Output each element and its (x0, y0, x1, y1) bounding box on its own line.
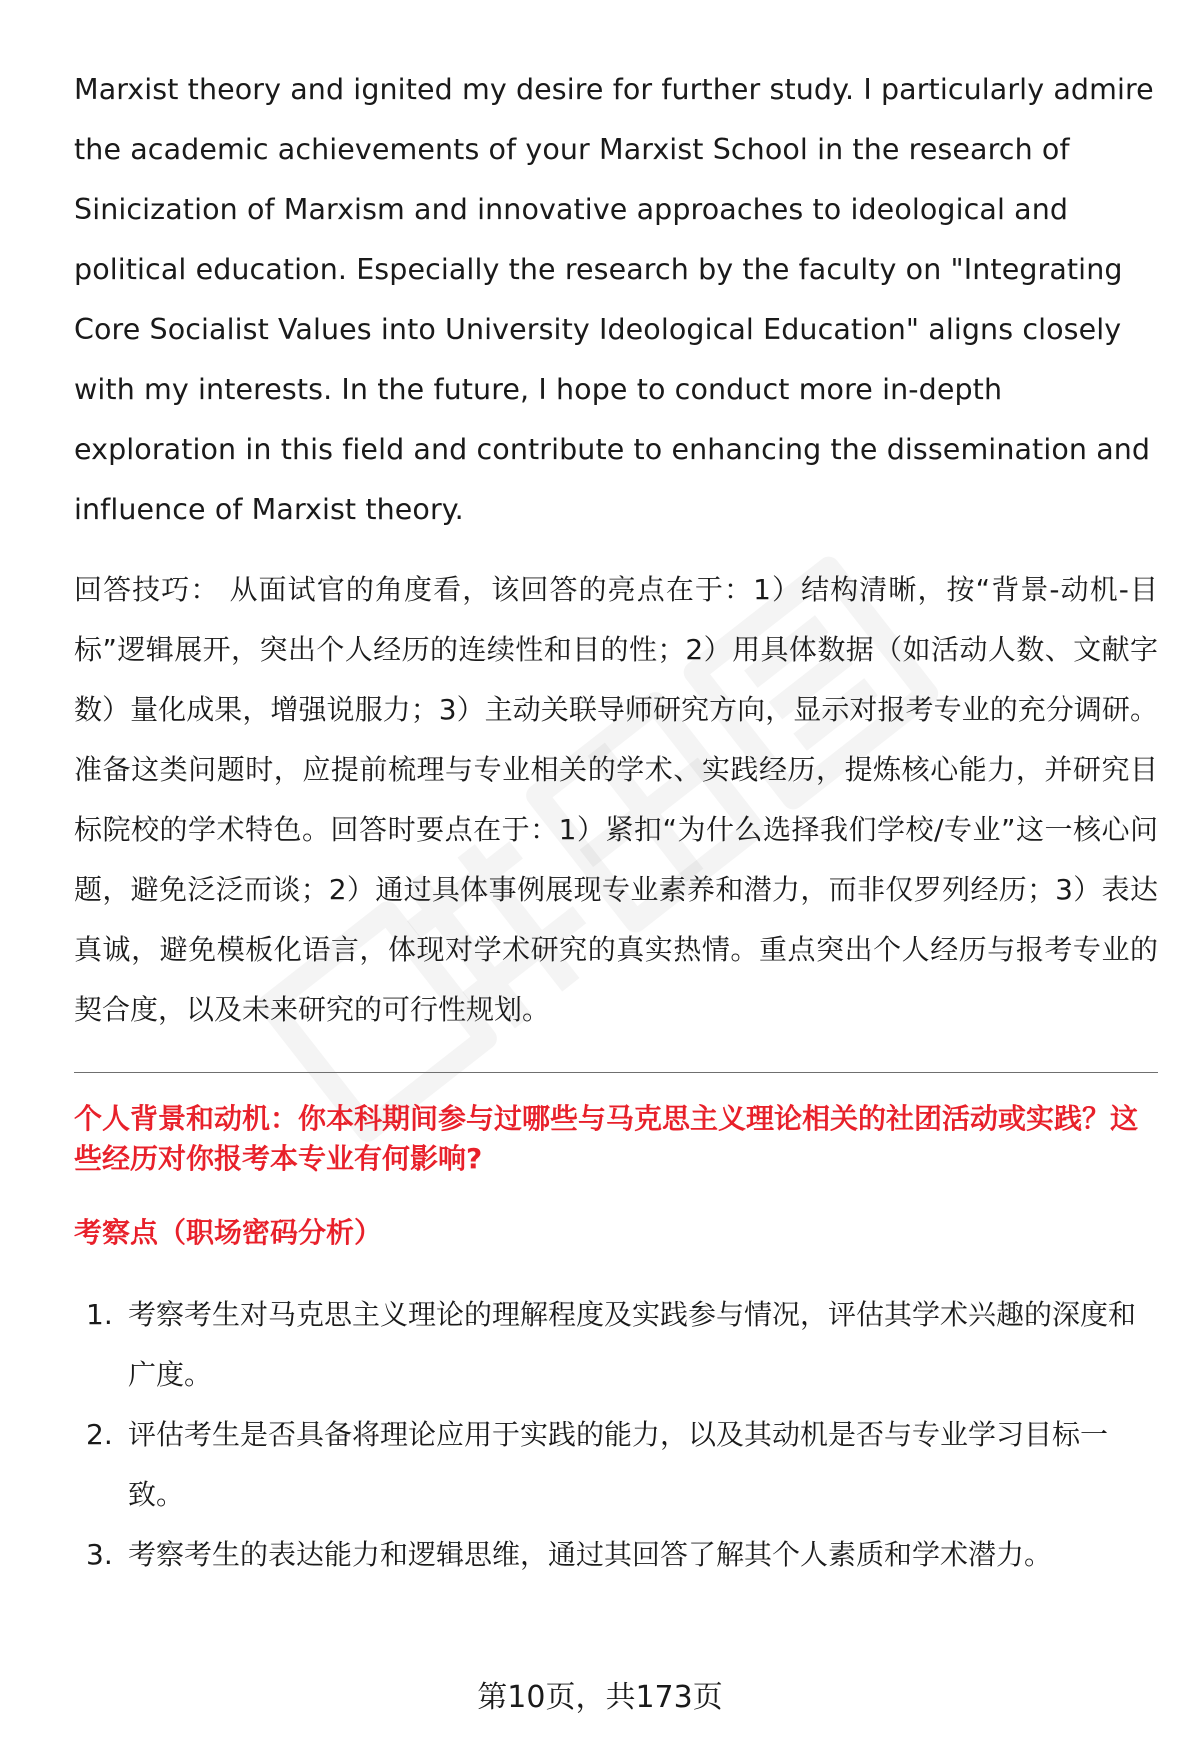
analysis-heading: 考察点（职场密码分析） (74, 1216, 383, 1249)
list-item-text: 评估考生是否具备将理论应用于实践的能力，以及其动机是否与专业学习目标一致。 (128, 1418, 1109, 1511)
list-item-number: 1. (86, 1298, 113, 1331)
interview-question: 个人背景和动机：你本科期间参与过哪些与马克思主义理论相关的社团活动或实践？这些经历对你报考本专业有何影响? (74, 1102, 1139, 1175)
list-item (74, 1405, 1158, 1525)
list-item (74, 1525, 1158, 1585)
list-item-number: 3. (86, 1538, 113, 1571)
list-item (74, 1285, 1158, 1405)
list-item-text: 考察考生对马克思主义理论的理解程度及实践参与情况，评估其学术兴趣的深度和广度。 (128, 1298, 1137, 1391)
answer-tips-text: 从面试官的角度看，该回答的亮点在于：1）结构清晰，按“背景-动机-目标”逻辑展开，突出个人经历的连续性和目的性；2）用具体数据（如活动人数、文献字数）量化成果，增强说服力；3）主动关联导师研究方向，显示对报考专业的充分调研。准备这类问题时，应提前梳理与专业相关的学术、实践经历，提炼核心能力，并研究目标院校的学术特色。回答时要点在于：1）紧扣“为什么选择我们学校/专业”这一核心问题，避免泛泛而谈；2）通过具体事例展现专业素养和潜力，而非仅罗列经历；3）表达真诚，避免模板化语言，体现对学术研究的真实热情。重点突出个人经历与报考专业的契合度，以及未来研究的可行性规划。 (74, 573, 1159, 1026)
answer-tips-paragraph (74, 560, 1158, 1040)
document-page (74, 60, 1158, 1585)
section-divider (74, 1072, 1158, 1073)
answer-tips-label: 回答技巧： (74, 573, 220, 606)
list-item-text: 考察考生的表达能力和逻辑思维，通过其回答了解其个人素质和学术潜力。 (128, 1538, 1053, 1571)
english-answer-paragraph: Marxist theory and ignited my desire for further study. I particularly admire the academic achievements of your Marxist School in the research of Sinicization of Marxism and innovative approaches to ideological and political education. Especially the research by the faculty on "Integrating Core Socialist Values into University Ideological Education" aligns closely with my interests. In the future, I hope to conduct more in-depth exploration in this field and contribute to enhancing the dissemination and influence of Marxist theory. (74, 73, 1154, 526)
analysis-points-list (74, 1285, 1158, 1585)
list-item-number: 2. (86, 1418, 113, 1451)
page-number-footer: 第10页，共173页 (477, 1680, 723, 1715)
